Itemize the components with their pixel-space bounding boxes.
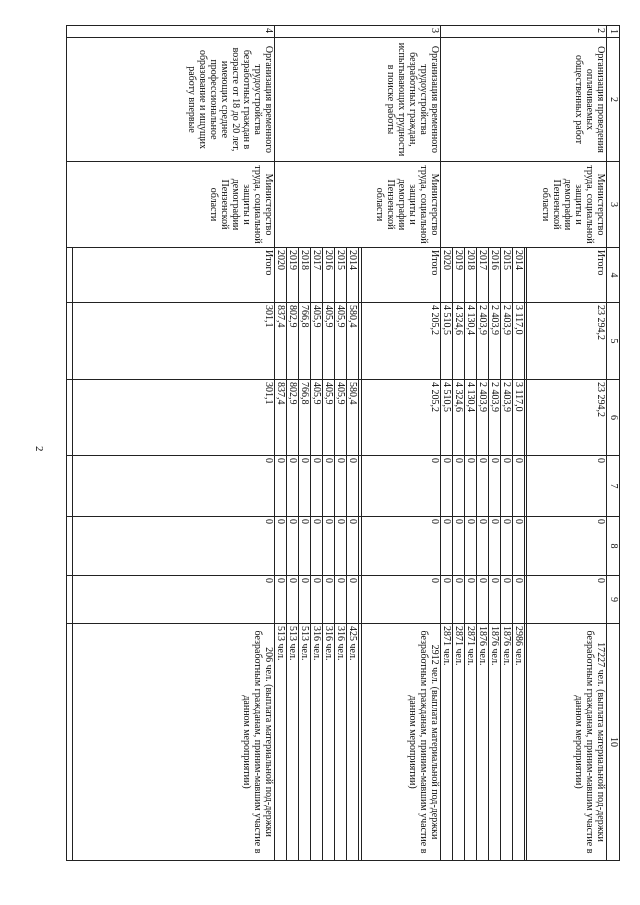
- spacer-cell: [359, 576, 361, 624]
- year-c9: 0: [513, 576, 525, 624]
- year-c6: 4 130,4: [465, 380, 477, 456]
- year-c5: 4 130,4: [465, 303, 477, 380]
- year-c6: 405,9: [323, 380, 335, 456]
- year-c5: 2 403,9: [477, 303, 489, 380]
- year-c7: 0: [275, 456, 287, 517]
- spacer-cell: [67, 517, 73, 576]
- activity-executor: Министерство труда, социальной защиты и демографии Пензенской области: [67, 162, 275, 248]
- year-c8: 0: [311, 517, 323, 576]
- year-c9: 0: [287, 576, 299, 624]
- col-header-10: 10: [607, 624, 620, 861]
- total-c6: 301,1: [72, 380, 274, 456]
- activity-executor: Министерство труда, социальной защиты и демографии Пензенской области: [441, 162, 607, 248]
- total-result: 2912 чел. (выплата материальной под-держки безработным гражданам, приним-мавшим участие в данном мероприятии): [361, 624, 441, 861]
- year-c7: 0: [489, 456, 501, 517]
- year-result: 2871 чел.: [453, 624, 465, 861]
- year-result: 425 чел.: [347, 624, 359, 861]
- spacer-cell: [359, 380, 361, 456]
- year-c8: 0: [299, 517, 311, 576]
- year-c8: 0: [501, 517, 513, 576]
- year-c6: 4 510,5: [441, 380, 453, 456]
- year-result: 513 чел.: [275, 624, 287, 861]
- year-c9: 0: [299, 576, 311, 624]
- spacer-cell: [525, 380, 527, 456]
- spacer-cell: [359, 624, 361, 861]
- year-c7: 0: [347, 456, 359, 517]
- col-header-5: 5: [607, 303, 620, 380]
- year-c9: 0: [477, 576, 489, 624]
- year-c7: 0: [287, 456, 299, 517]
- total-label: Итого: [361, 248, 441, 303]
- year-result: 1876 чел.: [477, 624, 489, 861]
- year-result: 513 чел.: [287, 624, 299, 861]
- year-c6: 2 403,9: [489, 380, 501, 456]
- total-result: 17227 чел. (выплата материальной под-держки безработным гражданам, приним-мавшим участие в данном мероприятии): [527, 624, 607, 861]
- year-cell: 2018: [465, 248, 477, 303]
- activity-executor: Министерство труда, социальной защиты и демографии Пензенской области: [275, 162, 441, 248]
- activity-number: 3: [275, 26, 441, 38]
- total-c6: 23 294,2: [527, 380, 607, 456]
- year-c5: 2 403,9: [501, 303, 513, 380]
- year-c9: 0: [335, 576, 347, 624]
- total-c5: 23 294,2: [527, 303, 607, 380]
- year-c8: 0: [513, 517, 525, 576]
- year-cell: 2020: [441, 248, 453, 303]
- header-row: [607, 26, 620, 861]
- year-c9: 0: [501, 576, 513, 624]
- col-header-2: 2: [607, 38, 620, 162]
- year-c9: 0: [465, 576, 477, 624]
- total-c8: 0: [527, 517, 607, 576]
- year-c8: 0: [335, 517, 347, 576]
- total-c6: 4 205,2: [361, 380, 441, 456]
- total-c9: 0: [527, 576, 607, 624]
- total-label: Итого: [72, 248, 274, 303]
- total-c5: 4 205,2: [361, 303, 441, 380]
- year-c5: 2 403,9: [489, 303, 501, 380]
- col-header-3: 3: [607, 162, 620, 248]
- total-result: 206 чел. (выплата материальной под-держки безработным гражданам, приним-мавшим участие в данном мероприятии): [72, 624, 274, 861]
- year-cell: 2015: [501, 248, 513, 303]
- page-number: 2: [33, 446, 45, 452]
- table-row: [361, 26, 441, 861]
- year-c8: 0: [477, 517, 489, 576]
- year-cell: 2020: [275, 248, 287, 303]
- year-result: 316 чел.: [323, 624, 335, 861]
- year-c8: 0: [441, 517, 453, 576]
- program-activities-table: [66, 25, 620, 861]
- year-c5: 580,4: [347, 303, 359, 380]
- total-c7: 0: [361, 456, 441, 517]
- col-header-6: 6: [607, 380, 620, 456]
- year-c7: 0: [465, 456, 477, 517]
- year-c7: 0: [477, 456, 489, 517]
- total-c7: 0: [527, 456, 607, 517]
- year-c6: 837,4: [275, 380, 287, 456]
- year-c5: 4 324,6: [453, 303, 465, 380]
- year-cell: 2018: [299, 248, 311, 303]
- year-c6: 405,9: [335, 380, 347, 456]
- year-c8: 0: [489, 517, 501, 576]
- year-c5: 766,8: [299, 303, 311, 380]
- year-cell: 2019: [287, 248, 299, 303]
- year-c8: 0: [287, 517, 299, 576]
- col-header-1: 1: [607, 26, 620, 38]
- total-c8: 0: [361, 517, 441, 576]
- year-c7: 0: [335, 456, 347, 517]
- year-c8: 0: [275, 517, 287, 576]
- spacer-cell: [67, 380, 73, 456]
- activity-name: Организация проведения оплачиваемых общественных работ: [441, 38, 607, 162]
- year-result: 2986 чел.: [513, 624, 525, 861]
- year-cell: 2017: [477, 248, 489, 303]
- year-cell: 2017: [311, 248, 323, 303]
- spacer-cell: [359, 517, 361, 576]
- spacer-cell: [525, 576, 527, 624]
- year-c7: 0: [453, 456, 465, 517]
- year-c8: 0: [323, 517, 335, 576]
- year-c6: 580,4: [347, 380, 359, 456]
- spacer-cell: [359, 303, 361, 380]
- total-label: Итого: [527, 248, 607, 303]
- spacer-cell: [67, 248, 73, 303]
- year-c9: 0: [323, 576, 335, 624]
- year-c8: 0: [465, 517, 477, 576]
- year-c8: 0: [453, 517, 465, 576]
- year-c5: 405,9: [311, 303, 323, 380]
- year-c9: 0: [441, 576, 453, 624]
- year-c5: 3 117,0: [513, 303, 525, 380]
- total-c8: 0: [72, 517, 274, 576]
- activity-number: 2: [441, 26, 607, 38]
- year-c6: 766,8: [299, 380, 311, 456]
- spacer-cell: [525, 456, 527, 517]
- total-c9: 0: [72, 576, 274, 624]
- spacer-cell: [67, 576, 73, 624]
- spacer-cell: [359, 248, 361, 303]
- year-c9: 0: [275, 576, 287, 624]
- year-cell: 2019: [453, 248, 465, 303]
- activity-name: Организация временного трудоустройства безработных граждан в возрасте от 18 до 20 лет, имеющих среднее профессиональное образование и ищущих работу впервые: [67, 38, 275, 162]
- year-c7: 0: [323, 456, 335, 517]
- year-result: 513 чел.: [299, 624, 311, 861]
- year-c8: 0: [347, 517, 359, 576]
- year-c9: 0: [453, 576, 465, 624]
- year-cell: 2015: [335, 248, 347, 303]
- year-cell: 2014: [347, 248, 359, 303]
- year-result: 316 чел.: [335, 624, 347, 861]
- year-cell: 2016: [323, 248, 335, 303]
- col-header-9: 9: [607, 576, 620, 624]
- year-result: 316 чел.: [311, 624, 323, 861]
- year-c6: 2 403,9: [501, 380, 513, 456]
- year-c6: 2 403,9: [477, 380, 489, 456]
- col-header-4: 4: [607, 248, 620, 303]
- spacer-cell: [67, 456, 73, 517]
- year-c6: 405,9: [311, 380, 323, 456]
- total-c7: 0: [72, 456, 274, 517]
- year-c7: 0: [501, 456, 513, 517]
- year-c9: 0: [347, 576, 359, 624]
- year-c5: 802,9: [287, 303, 299, 380]
- col-header-8: 8: [607, 517, 620, 576]
- year-c5: 405,9: [323, 303, 335, 380]
- year-c7: 0: [441, 456, 453, 517]
- activity-number: 4: [67, 26, 275, 38]
- year-c5: 4 510,5: [441, 303, 453, 380]
- year-c9: 0: [311, 576, 323, 624]
- spacer-cell: [525, 248, 527, 303]
- year-c7: 0: [513, 456, 525, 517]
- spacer-cell: [67, 303, 73, 380]
- year-c5: 837,4: [275, 303, 287, 380]
- year-c7: 0: [311, 456, 323, 517]
- year-c6: 4 324,6: [453, 380, 465, 456]
- year-c7: 0: [299, 456, 311, 517]
- spacer-cell: [67, 624, 73, 861]
- rotated-table-container: [66, 25, 620, 860]
- year-c5: 405,9: [335, 303, 347, 380]
- year-result: 1876 чел.: [489, 624, 501, 861]
- table-row: [527, 26, 607, 861]
- col-header-7: 7: [607, 456, 620, 517]
- year-c6: 802,9: [287, 380, 299, 456]
- year-c9: 0: [489, 576, 501, 624]
- table-row: [72, 26, 274, 861]
- total-c9: 0: [361, 576, 441, 624]
- spacer-cell: [525, 517, 527, 576]
- spacer-cell: [525, 303, 527, 380]
- year-result: 1876 чел.: [501, 624, 513, 861]
- year-c6: 3 117,0: [513, 380, 525, 456]
- year-result: 2871 чел.: [465, 624, 477, 861]
- spacer-cell: [359, 456, 361, 517]
- year-result: 2871 чел.: [441, 624, 453, 861]
- spacer-cell: [525, 624, 527, 861]
- activity-name: Организация временного трудоустройства безработных граждан, испытывающих трудности в поиске работы: [275, 38, 441, 162]
- year-cell: 2016: [489, 248, 501, 303]
- total-c5: 301,1: [72, 303, 274, 380]
- table-body: [67, 26, 607, 861]
- year-cell: 2014: [513, 248, 525, 303]
